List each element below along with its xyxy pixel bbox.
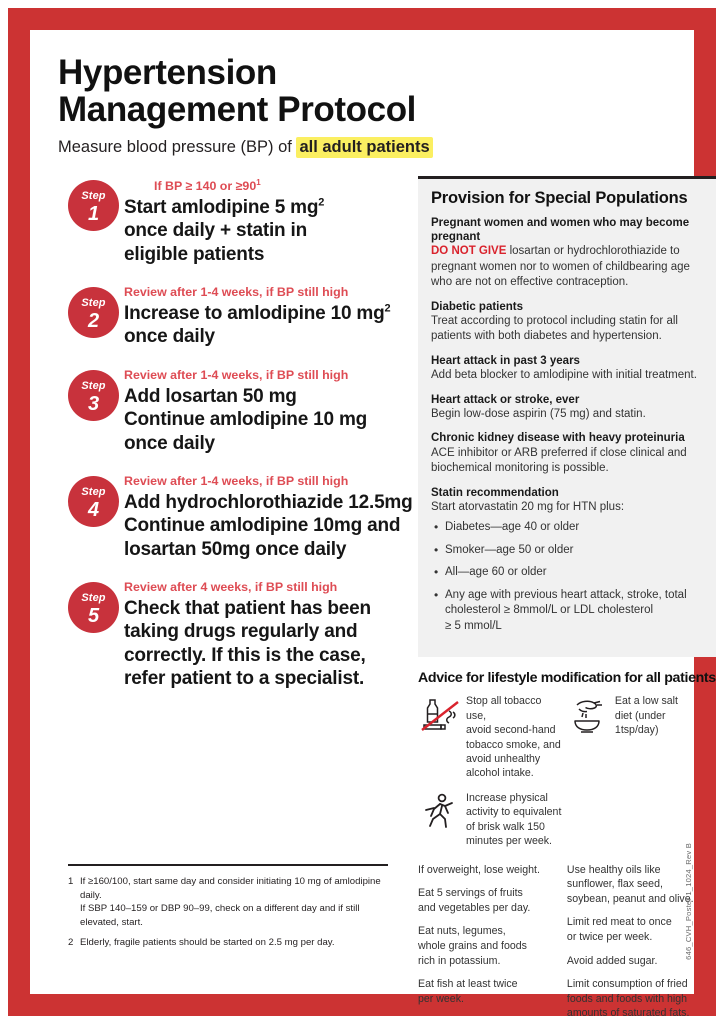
step-5-line-1: Check that patient has been <box>124 598 371 620</box>
list-item <box>431 565 703 581</box>
special-item-body: ACE inhibitor or ARB preferred if close clinical and biochemical monitoring is possible. <box>431 446 687 475</box>
bullet-line: • Smoker—age 50 or older <box>445 543 574 556</box>
advice-title: Advice for lifestyle modification for all patients <box>418 670 716 687</box>
statin-intro: Start atorvastatin 20 mg for HTN plus: <box>431 500 625 513</box>
step-badge-3 <box>68 370 119 421</box>
tip-line: Use healthy oils like <box>566 863 661 876</box>
tips-column-right <box>567 863 716 1030</box>
tip <box>418 886 559 915</box>
special-item-heart-attack-stroke-ever <box>431 393 703 423</box>
title-line-2: Management Protocol <box>58 90 417 130</box>
step-4-body <box>124 491 413 561</box>
diet-tips <box>418 863 716 1030</box>
step-badge-number: 2 <box>87 309 100 332</box>
step-2-line-1 <box>124 302 404 325</box>
step-2-line-sup: 2 <box>384 302 391 315</box>
tip-line: If overweight, lose weight. <box>418 863 540 876</box>
special-item-statin <box>431 486 703 635</box>
do-not-give-warning: DO NOT GIVE <box>431 245 507 258</box>
steps-column <box>58 176 413 949</box>
advice-item-tobacco-alcohol <box>418 692 567 780</box>
right-column <box>418 176 716 1030</box>
step-4-line-3: losartan 50mg once daily <box>124 538 347 560</box>
poster-sheet <box>30 30 716 1020</box>
step-badge-word: Step <box>81 296 106 309</box>
advice-line: 1tsp/day) <box>614 724 659 737</box>
step-badge-5 <box>68 582 119 633</box>
step-3 <box>58 368 404 455</box>
step-2-line-2: once daily <box>124 326 215 348</box>
bullet-line: • All—age 60 or older <box>445 566 547 579</box>
step-1-line-1-text: Start amlodipine 5 mg <box>124 197 319 219</box>
step-1-condition <box>154 178 404 195</box>
special-item-heading <box>431 216 703 245</box>
step-badge-number: 4 <box>87 498 100 521</box>
footnote-2 <box>68 936 388 950</box>
special-item-diabetic <box>431 300 703 345</box>
step-3-body <box>124 385 404 455</box>
footnote-1 <box>68 875 388 931</box>
advice-line: alcohol intake. <box>466 767 534 780</box>
advice-item-text <box>466 692 563 780</box>
tip-line: and vegetables per day. <box>418 901 531 914</box>
tip-line: Limit red meat to once <box>566 916 672 929</box>
special-item-body: Add beta blocker to amlodipine with initial treatment. <box>431 369 697 382</box>
advice-line: diet (under <box>614 709 666 722</box>
step-4-line-2: Continue amlodipine 10mg and <box>124 515 401 537</box>
special-item-ckd <box>431 431 703 476</box>
step-badge-4 <box>68 476 119 527</box>
step-4-line-1: Add hydrochlorothiazide 12.5mg <box>124 492 413 514</box>
list-item <box>431 520 703 536</box>
advice-line: Increase physical <box>466 791 548 804</box>
tip-line: whole grains and foods <box>418 939 527 952</box>
advice-item-physical-activity <box>418 789 567 849</box>
running-person-icon <box>418 789 464 833</box>
step-1-line-sup: 2 <box>318 196 325 209</box>
subtitle-prefix: Measure blood pressure (BP) of <box>58 137 297 156</box>
step-1-line-3: eligible patients <box>124 243 265 265</box>
step-badge-number: 3 <box>87 392 100 415</box>
subtitle <box>58 138 668 158</box>
step-3-line-3: once daily <box>124 432 215 454</box>
step-3-condition: Review after 1-4 weeks, if BP still high <box>124 367 349 382</box>
special-item-body: Treat according to protocol including statin for all patients with both diabetes and hypertension. <box>431 315 678 343</box>
bullet-line: cholesterol ≥ 8mmol/L or LDL cholesterol <box>445 604 654 617</box>
special-item-heading: Chronic kidney disease with heavy proteinuria <box>431 432 685 445</box>
tip-line: or twice per week. <box>566 930 653 943</box>
step-5-line-2: taking drugs regularly and <box>124 621 358 643</box>
advice-line: tobacco smoke, and <box>466 738 561 751</box>
footnote-1-line-1: If ≥160/100, start same day and consider initiating 10 mg of amlodipine daily. <box>80 875 381 901</box>
special-item-heading: Heart attack in past 3 years <box>431 354 580 367</box>
bullet-line: ≥ 5 mmol/L <box>445 619 502 632</box>
footnote-1-number: 1 <box>68 875 74 887</box>
advice-grid <box>418 692 716 856</box>
step-5-line-4: refer patient to a specialist. <box>124 667 365 689</box>
red-border-frame <box>8 8 716 1020</box>
advice-line: Stop all tobacco use, <box>466 695 542 722</box>
step-badge-1 <box>68 180 119 231</box>
step-5 <box>58 580 404 690</box>
special-item-heading: Heart attack or stroke, ever <box>431 393 580 406</box>
tip <box>567 977 708 1021</box>
tip-line: Limit consumption of fried <box>566 978 688 991</box>
step-badge-word: Step <box>81 485 106 498</box>
step-1 <box>58 178 404 266</box>
footnotes <box>68 864 388 957</box>
special-item-body: Begin low-dose aspirin (75 mg) and statin. <box>431 407 646 420</box>
step-1-line-1 <box>124 196 404 219</box>
title-line-1: Hypertension <box>58 53 277 92</box>
tip <box>418 924 559 968</box>
advice-line: of brisk walk 150 <box>466 820 545 833</box>
step-5-condition: Review after 4 weeks, if BP still high <box>124 579 338 594</box>
special-populations-panel <box>418 176 716 658</box>
step-1-condition-text: If BP ≥ 140 or ≥90 <box>154 178 257 193</box>
no-tobacco-alcohol-icon <box>418 692 464 736</box>
tip-line: Eat fish at least twice <box>418 978 518 991</box>
low-salt-bowl-icon <box>567 692 613 736</box>
step-badge-number: 5 <box>87 604 100 627</box>
tip-line: Eat nuts, legumes, <box>418 925 506 938</box>
special-populations-title: Provision for Special Populations <box>431 188 688 207</box>
tip <box>418 863 559 878</box>
step-2-condition: Review after 1-4 weeks, if BP still high <box>124 284 349 299</box>
page-title <box>58 54 668 129</box>
step-5-body <box>124 597 404 690</box>
tips-column-left <box>418 863 567 1030</box>
tip-line: sunflower, flax seed, <box>566 878 663 891</box>
advice-item-text <box>466 789 561 849</box>
advice-line: avoid unhealthy <box>466 753 541 766</box>
tip-line: per week. <box>418 992 464 1005</box>
step-4-condition: Review after 1-4 weeks, if BP still high <box>124 473 349 488</box>
footnote-1-text <box>80 875 388 931</box>
lifestyle-advice-section <box>418 670 716 856</box>
bullet-line: • Diabetes—age 40 or older <box>445 521 580 534</box>
tip-line: rich in potassium. <box>418 954 501 967</box>
step-4 <box>58 473 413 561</box>
tip-line: amounts of saturated fats. <box>566 1007 690 1020</box>
step-1-condition-sup: 1 <box>256 177 261 187</box>
step-1-line-2: once daily + statin in <box>124 220 308 242</box>
step-badge-word: Step <box>81 591 106 604</box>
special-item-body <box>431 244 703 290</box>
tip <box>418 977 559 1006</box>
tip-line: Avoid added sugar. <box>566 954 658 967</box>
statin-heading: Statin recommendation <box>431 486 559 499</box>
advice-line: Eat a low salt <box>614 695 678 708</box>
step-badge-word: Step <box>81 379 106 392</box>
special-item-pregnancy <box>431 216 703 291</box>
advice-item-text <box>615 692 678 737</box>
heading-line-2: become pregnant <box>431 216 690 244</box>
advice-line: minutes per week. <box>466 835 552 848</box>
footnote-1-line-2: If SBP 140–159 or DBP 90–99, check on a different day and if still elevated, start. <box>80 903 360 929</box>
step-3-line-1: Add losartan 50 mg <box>124 386 297 408</box>
subtitle-highlight: all adult patients <box>296 137 432 158</box>
advice-line: activity to equivalent <box>466 806 562 819</box>
step-2-line-1-text: Increase to amlodipine 10 mg <box>124 303 385 325</box>
special-item-heart-attack-3yr <box>431 354 703 384</box>
step-2-body <box>124 302 404 348</box>
step-5-line-3: correctly. If this is the case, <box>124 644 366 666</box>
tip-line: foods and foods with high <box>566 992 688 1005</box>
step-badge-number: 1 <box>87 202 100 225</box>
tip-line: Eat 5 servings of fruits <box>418 887 523 900</box>
advice-line: avoid second-hand <box>466 724 556 737</box>
step-3-line-2: Continue amlodipine 10 mg <box>124 409 368 431</box>
step-1-body <box>124 196 404 266</box>
step-badge-word: Step <box>81 189 106 202</box>
footnote-2-number: 2 <box>68 937 74 949</box>
list-item <box>431 543 703 559</box>
step-2 <box>58 285 404 349</box>
bullet-line: • Any age with previous heart attack, stroke, total <box>445 588 687 601</box>
step-badge-2 <box>68 287 119 338</box>
document-code: 646_CVH_Poster 1_1024_Rev B <box>684 843 693 960</box>
advice-item-low-salt <box>567 692 716 780</box>
special-item-heading: Diabetic patients <box>431 300 524 313</box>
statin-bullet-list <box>431 520 703 634</box>
footnote-divider <box>68 864 388 866</box>
footnote-2-text <box>80 936 335 950</box>
tip-line: soybean, peanut and olive. <box>566 892 694 905</box>
heading-line-1: Pregnant women and women who may <box>431 216 643 229</box>
special-item-body-text: losartan or hydrochlorothiazide to pregnant women nor to women of childbearing age who are not on effective contraception. <box>431 245 690 289</box>
list-item <box>431 588 703 635</box>
footnote-2-line-1: Elderly, fragile patients should be started on 2.5 mg per day. <box>80 937 335 949</box>
